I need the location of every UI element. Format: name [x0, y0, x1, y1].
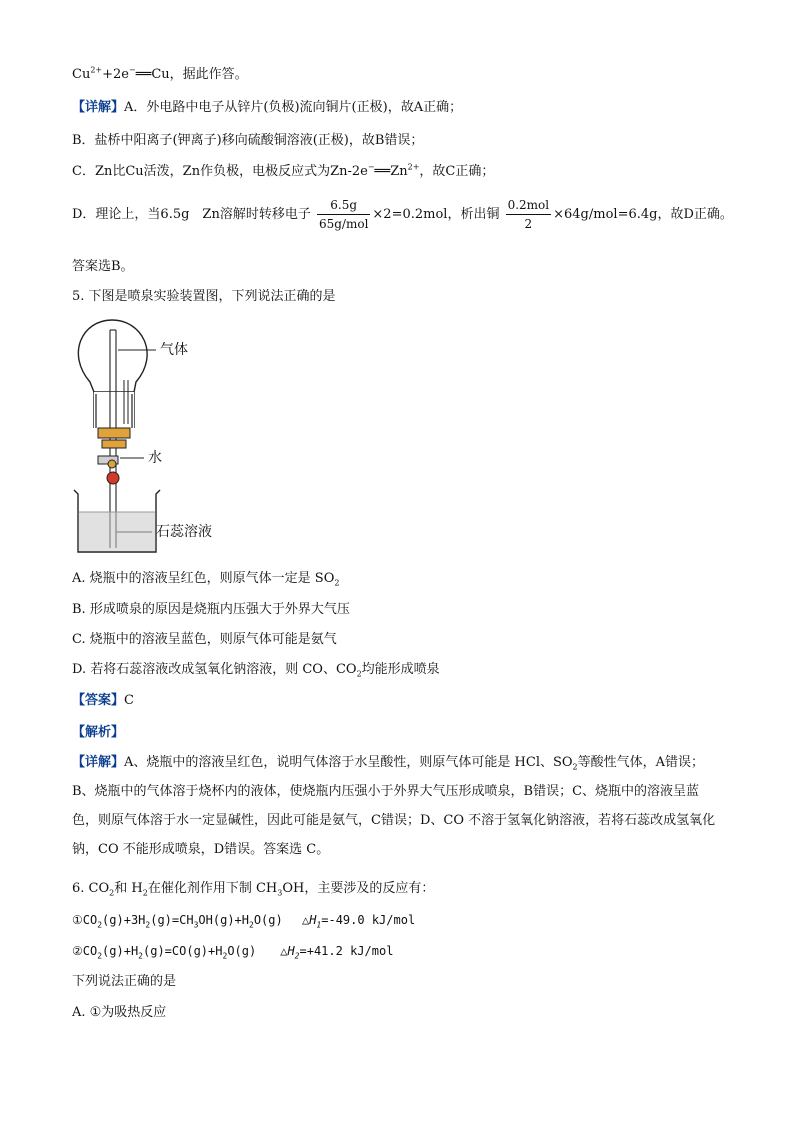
option-a: [72, 570, 339, 588]
reaction-2: [72, 942, 393, 960]
text: H: [287, 944, 295, 958]
flask-bulb: [78, 320, 147, 392]
numerator: 6.5g: [317, 198, 370, 215]
detail-line-a: [72, 99, 462, 117]
text: 和 H: [114, 881, 143, 896]
clamp-top: [102, 440, 126, 448]
subscript: 2: [142, 888, 148, 898]
analysis-label: 【解析】: [72, 725, 125, 740]
text: =-49.0 kJ/mol: [321, 913, 416, 927]
subscript: 2: [109, 888, 115, 898]
option-b: [72, 601, 350, 619]
detail-line-c: [72, 163, 494, 181]
subscript: 3: [277, 888, 283, 898]
question-6-option-a: [72, 1004, 166, 1022]
text: (g)+H: [102, 944, 139, 958]
clamp-knob: [108, 460, 116, 468]
text: (g)=CH: [150, 913, 194, 927]
reaction-1: [72, 911, 415, 929]
subscript: 2: [222, 951, 228, 961]
answer-label: 【答案】: [72, 693, 125, 708]
option-c: [72, 631, 337, 649]
subscript: 2: [145, 920, 151, 930]
detail-label: 【详解】: [72, 755, 125, 770]
subscript: 2: [356, 669, 362, 679]
text: 6. CO: [72, 881, 110, 896]
question-5-stem: [72, 288, 336, 306]
denominator: 2: [524, 217, 533, 231]
text: 在催化剂作用下制 CH: [147, 881, 278, 896]
text: 均能形成喷泉: [361, 662, 440, 677]
text: 5. 下图是喷泉实验装置图，下列说法正确的是: [72, 289, 336, 304]
subscript: 2: [572, 762, 578, 772]
subscript: 2: [249, 920, 254, 930]
text: D. 若将石蕊溶液改成氢氧化钠溶液，则 CO、CO: [72, 662, 357, 677]
litmus-solution: [79, 512, 155, 551]
text: (g)+3H: [102, 913, 146, 927]
fountain-apparatus-figure: [68, 316, 268, 561]
text: O(g) △: [253, 913, 310, 927]
question-6-stem: [72, 880, 434, 898]
detail-paragraph: [72, 748, 722, 864]
label-litmus: 石蕊溶液: [156, 524, 212, 540]
text: OH(g)+H: [198, 913, 249, 927]
question-6-prompt: [72, 973, 176, 991]
option-d: [72, 661, 440, 679]
text: A、烧瓶中的溶液呈红色，说明气体溶于水呈酸性，则原气体可能是 HCl、SO: [124, 755, 573, 770]
subscript: 2: [97, 951, 103, 961]
rubber-stopper: [98, 428, 130, 438]
text: A．外电路中电子从锌片(负极)流向铜片(正极)，故A正确；: [124, 100, 463, 115]
text: 等酸性气体，A错误；B、烧瓶中的气体溶于烧杯内的液体，使烧瓶内压强小于外界大气压形成喷泉，B错误；C、烧瓶中的溶液呈蓝色，则原气体溶于水一定显碱性，因此可能是氨气，C错误；D、CO 不溶于氢氧化钠溶液，若将石蕊改成氢氧化钠，CO 不能形成喷泉，D错误。答案选 C。: [72, 755, 716, 857]
subscript: 2: [294, 951, 300, 961]
text: ②CO: [72, 944, 98, 958]
superscript: 2+: [90, 65, 103, 75]
superscript: 2+: [407, 162, 420, 172]
text: 答案选B。: [72, 259, 134, 274]
detail-line-d: [72, 196, 733, 234]
text: Cu: [72, 67, 91, 82]
prev-answer: [72, 258, 134, 276]
text: (g)=CO(g)+H: [143, 944, 223, 958]
fraction-copper: [506, 198, 552, 231]
text: ，故C正确；: [419, 164, 495, 179]
text: OH，主要涉及的反应有：: [282, 881, 435, 896]
text: B. 形成喷泉的原因是烧瓶内压强大于外界大气压: [72, 602, 350, 617]
text: C．Zn比Cu活泼，Zn作负极，电极反应式为Zn-2e: [72, 164, 368, 179]
numerator: 0.2mol: [506, 198, 552, 215]
text: ①CO: [72, 913, 98, 927]
text: B．盐桥中阳离子(钾离子)移向硫酸铜溶液(正极)，故B错误；: [72, 133, 424, 148]
subscript: 2: [334, 578, 340, 588]
detail-label: 【详解】: [72, 100, 125, 115]
text: =+41.2 kJ/mol: [299, 944, 394, 958]
denominator: 65g/mol: [318, 217, 369, 231]
text: 下列说法正确的是: [72, 974, 177, 989]
analysis-line: [72, 724, 124, 742]
text: +2e: [102, 67, 129, 82]
text: A. 烧瓶中的溶液呈红色，则原气体一定是 SO: [72, 571, 335, 586]
subscript: 1: [316, 920, 322, 930]
label-gas: 气体: [160, 342, 188, 358]
water-dropper-bulb: [107, 472, 119, 484]
text: C. 烧瓶中的溶液呈蓝色，则原气体可能是氨气: [72, 632, 337, 647]
text: D．理论上，当6.5g Zn溶解时转移电子: [72, 207, 311, 222]
superscript: −: [128, 65, 136, 75]
answer-line: [72, 692, 134, 710]
subscript: 2: [97, 920, 103, 930]
subscript: 3: [193, 920, 199, 930]
equation-line: [72, 66, 248, 84]
text: ×2=0.2mol，析出铜: [372, 207, 500, 222]
text: ══Zn: [374, 164, 408, 179]
detail-line-b: [72, 132, 423, 150]
superscript: −: [367, 162, 375, 172]
text: H: [309, 913, 317, 927]
label-water: 水: [148, 450, 162, 466]
text: A. ①为吸热反应: [72, 1005, 167, 1020]
text: ══Cu，据此作答。: [135, 67, 248, 82]
answer-value: C: [124, 693, 134, 708]
text: O(g) △: [227, 944, 288, 958]
fraction-electrons: [317, 198, 370, 231]
subscript: 2: [138, 951, 143, 961]
text: ×64g/mol=6.4g，故D正确。: [553, 207, 733, 222]
